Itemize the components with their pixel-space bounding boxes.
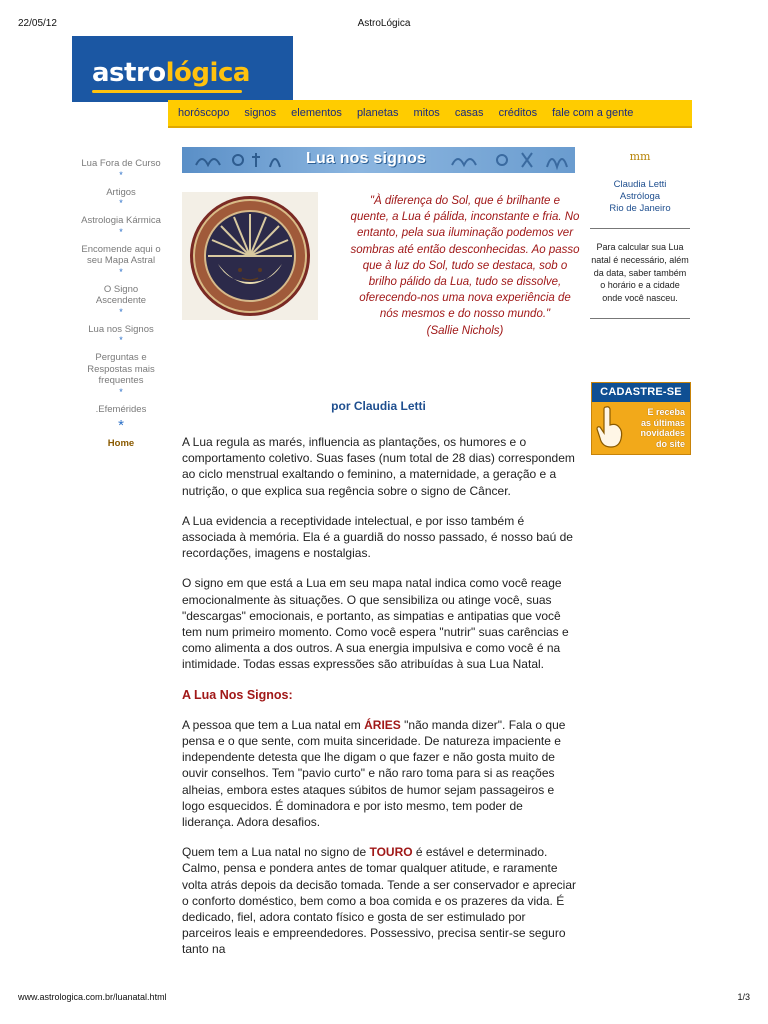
nav-fale-conosco[interactable]: fale com a gente — [552, 107, 634, 119]
quote-author: (Sallie Nichols) — [426, 324, 504, 337]
star-separator-icon: * — [119, 386, 123, 397]
cadastre-se-button[interactable] — [591, 382, 691, 455]
right-column — [590, 150, 690, 331]
nav-casas[interactable]: casas — [454, 107, 484, 119]
sidebar-item-perguntas[interactable]: Perguntas e Respostas mais frequentes — [87, 352, 155, 386]
article-paragraph: A Lua regula as marés, influencia as plantações, os humores e o comportamento coletivo. Suas fases (num total de 28 dias) correspondem ao ciclo menstrual exaltando o feminino, a maternidade, a geração e a nutrição, o que explica sua regência sobre o signo de Câncer. — [182, 435, 575, 498]
author-name[interactable]: Claudia Letti — [613, 179, 667, 190]
article-paragraph: A Lua evidencia a receptividade intelectual, e por isso também é associada à memória. Ela é a guardiã do nosso passado, é nosso baú de recordações, imagens e nostalgias. — [182, 513, 573, 561]
logo-swoosh — [92, 90, 242, 93]
author-monogram: mm — [629, 150, 651, 163]
moon-seal-image — [182, 192, 318, 320]
sign-intro: Quem tem a Lua natal no signo de — [182, 845, 370, 860]
site-logo[interactable] — [72, 36, 293, 102]
star-separator-icon: * — [119, 306, 123, 317]
print-header — [18, 18, 750, 32]
sidebar-item-mapa-astral[interactable]: Encomende aqui o seu Mapa Astral — [81, 243, 161, 266]
cadastre-line: do site — [655, 438, 685, 449]
author-city: Rio de Janeiro — [609, 203, 671, 214]
cadastre-text — [623, 407, 685, 449]
divider — [590, 318, 690, 319]
nav-planetas[interactable]: planetas — [356, 107, 399, 119]
logo-wordmark — [92, 58, 250, 88]
big-star-icon: * — [118, 417, 124, 434]
main-nav — [168, 100, 692, 128]
logo-part-logica: lógica — [165, 58, 250, 88]
star-separator-icon: * — [119, 226, 123, 237]
section-banner — [182, 147, 575, 173]
lua-natal-note: Para calcular sua Lua natal é necessário, além da data, saber também o horário e a cidade onde você nasceu. — [591, 242, 689, 304]
divider — [590, 228, 690, 229]
nav-horoscopo[interactable]: horóscopo — [178, 107, 230, 119]
print-date: 22/05/12 — [18, 18, 57, 29]
banner-title: Lua nos signos — [306, 150, 427, 167]
star-separator-icon: * — [119, 266, 123, 277]
sidebar-home-link[interactable]: Home — [107, 438, 135, 449]
cadastre-line: as últimas — [640, 417, 685, 428]
sign-description: "não manda dizer". Fala o que pensa e o que sente, com muita sinceridade. De natureza impaciente e independente detesta que lhe digam o que fazer e não gosta muito de ouvir conselhos. Tem "pavio curto" e não raro toma para si as reações alheias, embora estes ataques súbitos de humor sejam passageiros e logo esquecidos. É dominadora e por isto mesmo, tem poder de liderança. Adora desafios. — [182, 717, 566, 830]
cadastre-line: E receba — [647, 407, 685, 417]
sign-intro: A pessoa que tem a Lua natal em — [182, 717, 365, 732]
sign-description: é estável e determinado. Calmo, pensa e pondera antes de tomar qualquer atitude, e raramente volta atrás depois da decisão tomada. Tende a ser conservador e apreciar o conforto doméstico, bem como a boa comida e os prazeres da vida. É dedicado, fiel, adora contato físico e gosta de ser estimulado por parceiros leais e empreendedores. Possessivo, precisa sentir-se seguro tanto na — [182, 845, 577, 957]
pointing-hand-icon — [596, 405, 626, 449]
print-url: www.astrologica.com.br/luanatal.html — [18, 992, 167, 1002]
author-credit — [590, 179, 690, 215]
sign-name-aries: ÁRIES — [364, 717, 401, 732]
sidebar-item-signo-ascendente[interactable]: O Signo Ascendente — [95, 283, 147, 306]
article-body — [182, 434, 578, 972]
sidebar-item-astrologia-karmica[interactable]: Astrologia Kármica — [81, 215, 161, 226]
sidebar-item-lua-fora-de-curso[interactable]: Lua Fora de Curso — [81, 158, 161, 169]
left-sidebar — [78, 158, 164, 450]
print-page-number: 1/3 — [737, 992, 750, 1002]
sign-paragraph-aries — [182, 717, 578, 830]
cadastre-line: novidades — [640, 428, 685, 438]
section-heading: A Lua Nos Signos: — [182, 687, 293, 702]
sidebar-item-efemerides[interactable]: .Efemérides — [95, 403, 147, 415]
nav-mitos[interactable]: mitos — [413, 107, 440, 119]
nav-creditos[interactable]: créditos — [498, 107, 538, 119]
star-separator-icon: * — [119, 335, 123, 345]
article-byline: por Claudia Letti — [331, 399, 426, 413]
author-role: Astróloga — [619, 191, 661, 202]
star-separator-icon: * — [119, 169, 123, 180]
moon-face-icon — [182, 192, 318, 320]
sidebar-item-artigos[interactable]: Artigos — [106, 186, 136, 198]
quote-text: "À diferença do Sol, que é brilhante e quente, a Lua é pálida, inconstante e fria. No entanto, pela sua iluminação podemos ver sombras até então desconhecidas. Ao passo que à luz do Sol, tudo se destaca, sob o brilho pálido da Lua, tudo se dissolve, oferecendo-nos uma nova experiência de nós mesmos e do nosso mundo." — [350, 195, 580, 321]
sign-name-touro: TOURO — [369, 845, 413, 860]
moon-quote — [350, 193, 580, 339]
print-page-title: AstroLógica — [357, 18, 411, 29]
nav-elementos[interactable]: elementos — [291, 107, 342, 119]
star-separator-icon: * — [119, 198, 123, 208]
logo-part-astro: astro — [92, 58, 166, 88]
sidebar-item-lua-nos-signos[interactable]: Lua nos Signos — [88, 323, 154, 335]
cadastre-title: CADASTRE-SE — [592, 383, 690, 402]
nav-signos[interactable]: signos — [244, 107, 277, 119]
article-paragraph: O signo em que está a Lua em seu mapa natal indica como você reage emocionalmente às situações. O que sensibiliza ou atinge você, suas "descargas" emocionais, e portanto, as simpatias e antipatias que você tem num primeiro momento. Como você espera "nutrir" suas carências e como alimenta a dos outros. A sua energia impulsiva e como você é na intimidade. Todas essas expressões são atribuídas à sua Lua Natal. — [182, 576, 569, 672]
sign-paragraph-touro — [182, 844, 578, 957]
print-footer — [18, 992, 750, 1006]
